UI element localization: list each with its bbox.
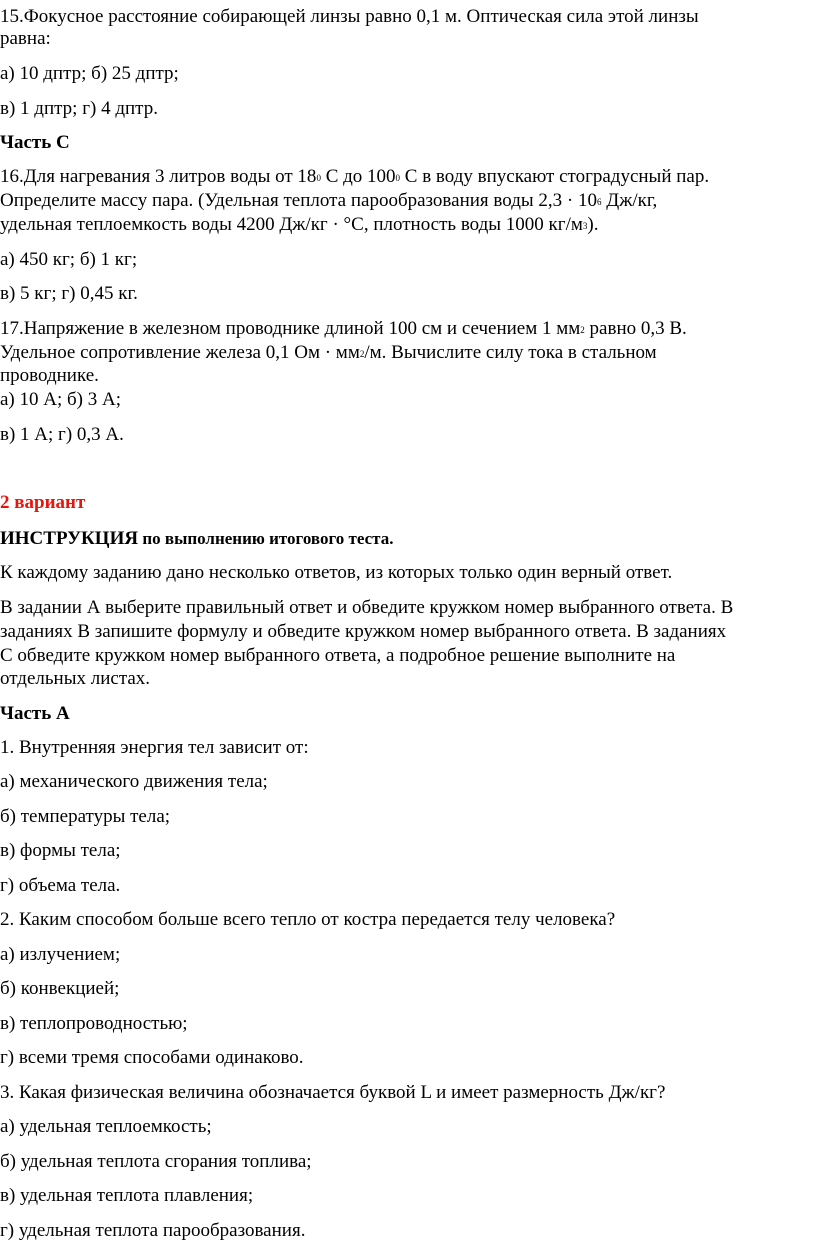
- answer-options: а) 450 кг; б) 1 кг;: [0, 249, 138, 270]
- answer-option: в) формы тела;: [0, 840, 121, 861]
- question-3-text: 3. Какая физическая величина обозначается буквой L и имеет размерность Дж/кг?: [0, 1082, 666, 1103]
- answer-option: б) конвекцией;: [0, 978, 120, 999]
- question-15-text: 15.Фокусное расстояние собирающей линзы равно 0,1 м. Оптическая сила этой линзы: [0, 6, 699, 27]
- question-1-text: 1. Внутренняя энергия тел зависит от:: [0, 737, 309, 758]
- instruction-text: В задании А выберите правильный ответ и обведите кружком номер выбранного ответа. В: [0, 597, 734, 618]
- instruction-heading: ИНСТРУКЦИЯ по выполнению итогового теста.: [0, 528, 394, 549]
- question-16-text: 16.Для нагревания 3 литров воды от $18^0$ С до $100^0$ С в воду впускают стоградусный пар.: [0, 166, 710, 187]
- answer-options: в) 5 кг; г) 0,45 кг.: [0, 283, 138, 304]
- answer-option: а) удельная теплоемкость;: [0, 1116, 212, 1137]
- instruction-text: заданиях В запишите формулу и обведите кружком номер выбранного ответа. В заданиях: [0, 621, 727, 642]
- question-17-text-cont: Удельное сопротивление железа 0,1 Ом · $мм^2/м$. Вычислите силу тока в стальном: [0, 342, 657, 363]
- instruction-text: С обведите кружком номер выбранного ответа, а подробное решение выполните на: [0, 645, 676, 666]
- answer-option: а) излучением;: [0, 944, 121, 965]
- answer-option: в) удельная теплота плавления;: [0, 1185, 254, 1206]
- question-16-text-cont: Определите массу пара. (Удельная теплота парообразования воды $2,3 \cdot 10^6$ Дж/кг,: [0, 190, 658, 211]
- answer-options: а) 10 А; б) 3 А;: [0, 389, 122, 410]
- answer-option: г) всеми тремя способами одинаково.: [0, 1047, 304, 1068]
- answer-options: в) 1 А; г) 0,3 А.: [0, 424, 124, 445]
- answer-options: а) 10 дптр; б) 25 дптр;: [0, 63, 179, 84]
- answer-option: г) объема тела.: [0, 875, 121, 896]
- answer-option: б) температуры тела;: [0, 806, 171, 827]
- answer-options: в) 1 дптр; г) 4 дптр.: [0, 98, 158, 119]
- answer-option: в) теплопроводностью;: [0, 1013, 188, 1034]
- answer-option: б) удельная теплота сгорания топлива;: [0, 1151, 312, 1172]
- question-16-text-cont: удельная теплоемкость воды 4200 Дж/кг · °С, плотность воды 1000 $кг/м^3$).: [0, 214, 599, 235]
- answer-option: г) удельная теплота парообразования.: [0, 1220, 306, 1241]
- question-15-text-cont: равна:: [0, 28, 51, 49]
- question-17-text: 17.Напряжение в железном проводнике длиной 100 см и сечением 1 $мм^2$ равно 0,3 В.: [0, 318, 687, 339]
- question-17-text-cont: проводнике.: [0, 365, 99, 386]
- instruction-text: отдельных листах.: [0, 668, 151, 689]
- variant-heading: 2 вариант: [0, 492, 86, 513]
- section-heading-part-c: Часть С: [0, 132, 70, 153]
- question-2-text: 2. Каким способом больше всего тепло от костра передается телу человека?: [0, 909, 616, 930]
- section-heading-part-a: Часть А: [0, 703, 70, 724]
- instruction-text: К каждому заданию дано несколько ответов, из которых только один верный ответ.: [0, 562, 673, 583]
- answer-option: а) механического движения тела;: [0, 771, 268, 792]
